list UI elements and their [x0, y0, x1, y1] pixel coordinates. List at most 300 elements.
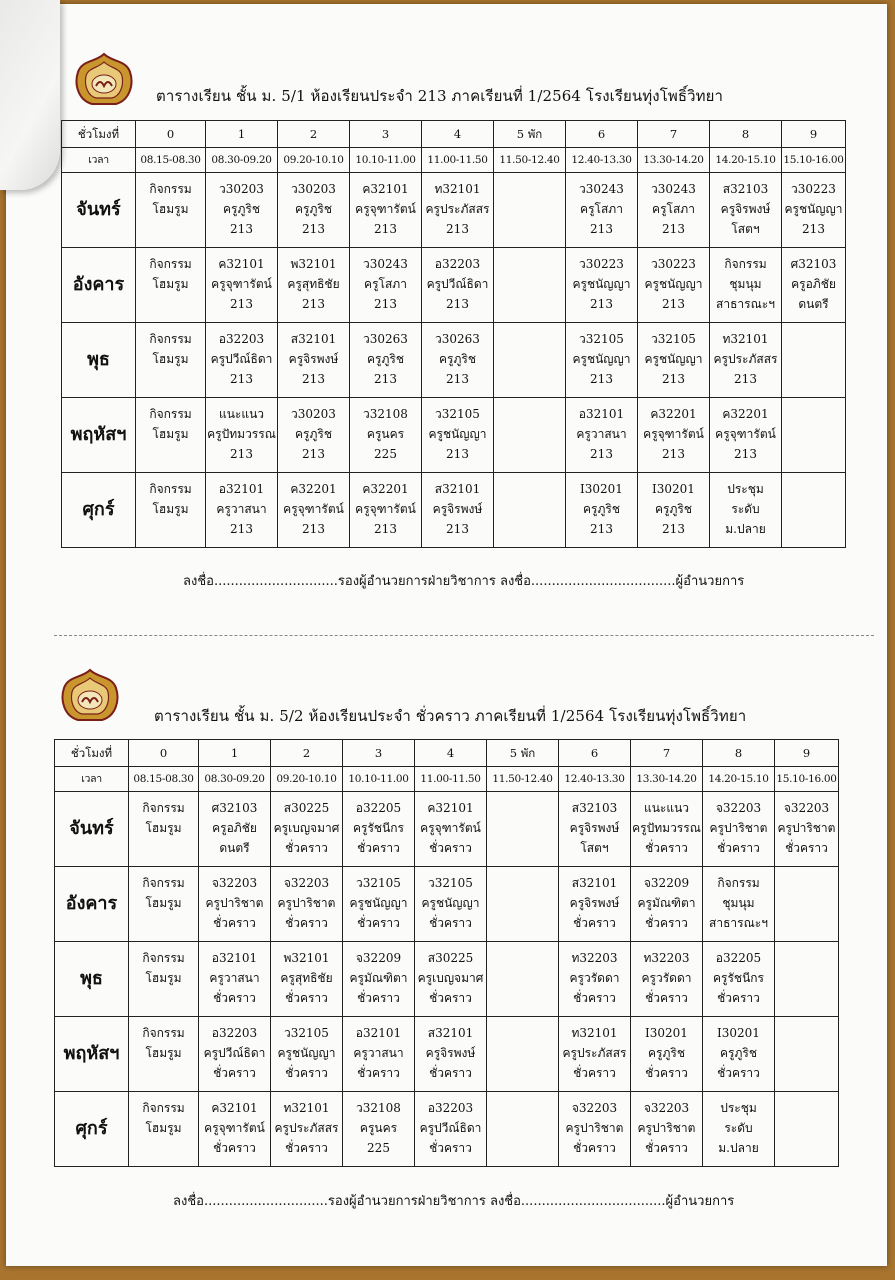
schedule-cell	[350, 173, 422, 248]
schedule-cell	[638, 473, 710, 548]
cell-line: ว30263	[363, 332, 408, 346]
cell-line: 213	[446, 297, 469, 311]
cell-line: 213	[302, 522, 325, 536]
day-name: ศุกร์	[62, 473, 136, 548]
cell-line: 213	[590, 447, 613, 461]
cell-line: ชั่วคราว	[357, 841, 400, 855]
cell-line: ครูปวีณ์ธิดา	[426, 277, 489, 291]
schedule-cell	[206, 473, 278, 548]
cell-line: ชั่วคราว	[285, 991, 328, 1005]
day-row	[62, 323, 846, 398]
period-number: 0	[129, 740, 199, 767]
cell-line: ประชุม	[727, 482, 764, 496]
schedule-cell	[559, 1017, 631, 1092]
schedule-cell	[350, 323, 422, 398]
cell-line: กิจกรรม	[149, 332, 192, 346]
cell-line: โสตฯ	[580, 841, 609, 855]
cell-line: ครูภูริช	[367, 352, 404, 366]
period-number: 5 พัก	[487, 740, 559, 767]
time-slot: 11.50-12.40	[487, 767, 559, 792]
period-number: 5 พัก	[494, 121, 566, 148]
schedule-cell	[775, 1092, 839, 1167]
schedule-cell	[199, 792, 271, 867]
cell-line: ชั่วคราว	[357, 1066, 400, 1080]
day-name: พุธ	[55, 942, 129, 1017]
cell-line: ครูนคร	[366, 427, 405, 441]
schedule-cell	[129, 867, 199, 942]
time-slot: 08.30-09.20	[206, 148, 278, 173]
cell-line: ครูชนัญญา	[428, 427, 487, 441]
cell-line: ชั่วคราว	[429, 1141, 472, 1155]
schedule-cell	[136, 398, 206, 473]
cell-line: อ32203	[211, 1026, 258, 1040]
schedule-cell	[638, 173, 710, 248]
time-slot: 10.10-11.00	[350, 148, 422, 173]
cell-line: ชั่วคราว	[213, 991, 256, 1005]
cell-line: 213	[734, 372, 757, 386]
cell-line: ครูวาสนา	[216, 502, 267, 516]
cell-line: ท32101	[434, 182, 481, 196]
cell-line: ชั่วคราว	[785, 841, 828, 855]
period-number: 3	[343, 740, 415, 767]
cell-line: อ32101	[218, 482, 265, 496]
schedule-cell	[494, 173, 566, 248]
cell-line: ครูชนัญญา	[572, 352, 631, 366]
cell-line: ครูชนัญญา	[421, 896, 480, 910]
schedule-cell	[782, 173, 846, 248]
schedule-cell	[631, 792, 703, 867]
cell-line: 213	[662, 372, 685, 386]
cell-line: สาธารณะฯ	[716, 297, 775, 311]
day-name: พุธ	[62, 323, 136, 398]
cell-line: กิจกรรม	[142, 801, 185, 815]
time-slot: 11.00-11.50	[422, 148, 494, 173]
cell-line: ส32101	[290, 332, 337, 346]
cell-line: ครูจิรพงษ์	[432, 502, 483, 516]
cell-line: พ32101	[290, 257, 337, 271]
cell-line: ชั่วคราว	[213, 1066, 256, 1080]
cell-line: ครูชนัญญา	[644, 352, 703, 366]
cell-line: ส32101	[427, 1026, 474, 1040]
cell-line: ครูโสภา	[580, 202, 623, 216]
cell-line: ครูภูริช	[583, 502, 620, 516]
schedule-cell	[422, 173, 494, 248]
cell-line: อ32101	[578, 407, 625, 421]
cell-line: กิจกรรม	[149, 182, 192, 196]
day-name: อังคาร	[55, 867, 129, 942]
cell-line: ครูจิรพงษ์	[569, 821, 620, 835]
cell-line: ชั่วคราว	[717, 991, 760, 1005]
cell-line: ครูวรัดดา	[569, 971, 620, 985]
schedule-cell	[775, 1017, 839, 1092]
cell-line: ครูภูริช	[223, 202, 260, 216]
cell-line: 213	[230, 372, 253, 386]
cell-line: ครูวาสนา	[576, 427, 627, 441]
cell-line: ชั่วคราว	[285, 916, 328, 930]
cell-line: อ32203	[434, 257, 481, 271]
cell-line: ว32105	[435, 407, 480, 421]
cell-line: ครูโสภา	[364, 277, 407, 291]
cell-line: ครูจุฑารัตน์	[204, 1121, 265, 1135]
cell-line: 213	[802, 222, 825, 236]
time-slot: 08.30-09.20	[199, 767, 271, 792]
schedule-cell	[422, 398, 494, 473]
period-number: 0	[136, 121, 206, 148]
schedule-cell	[566, 398, 638, 473]
cell-line: ครูชนัญญา	[644, 277, 703, 291]
schedule-cell	[494, 398, 566, 473]
schedule-cell	[631, 1092, 703, 1167]
cell-line: ชั่วคราว	[573, 916, 616, 930]
cell-line: 213	[374, 222, 397, 236]
schedule-cell	[487, 942, 559, 1017]
schedule-cell	[129, 1017, 199, 1092]
schedule-cell	[494, 473, 566, 548]
period-number: 4	[415, 740, 487, 767]
schedule-cell	[494, 248, 566, 323]
cell-line: ครูปวีณ์ธิดา	[203, 1046, 266, 1060]
cell-line: ท32101	[283, 1101, 330, 1115]
schedule-cell	[136, 323, 206, 398]
time-slot: 13.30-14.20	[638, 148, 710, 173]
day-row	[55, 1092, 839, 1167]
schedule-cell	[566, 248, 638, 323]
schedule-cell	[199, 1017, 271, 1092]
cell-line: 213	[230, 447, 253, 461]
cell-line: โฮมรูม	[152, 502, 189, 516]
cell-line: 213	[302, 222, 325, 236]
period-number: 6	[559, 740, 631, 767]
cell-line: ครูจุฑารัตน์	[715, 427, 776, 441]
time-row	[62, 148, 846, 173]
cell-line: ชั่วคราว	[213, 1141, 256, 1155]
schedule-cell	[631, 942, 703, 1017]
cell-line: ครูเบญจมาศ	[273, 821, 340, 835]
period-header-label: ชั่วโมงที่	[55, 740, 129, 767]
cell-line: อ32205	[715, 951, 762, 965]
day-row	[55, 942, 839, 1017]
cell-line: ระดับ	[724, 1121, 753, 1135]
cell-line: แนะแนว	[218, 407, 265, 421]
cell-line: ครูจุฑารัตน์	[283, 502, 344, 516]
signature-line: ลงชื่อ..............................รองผู้อำนวยการฝ่ายวิชาการ ลงชื่อ...................................ผู้อำนวยการ	[183, 574, 745, 589]
cell-line: ครูเบญจมาศ	[417, 971, 484, 985]
cell-line: ว30243	[579, 182, 624, 196]
cell-line: โฮมรูม	[152, 427, 189, 441]
cell-line: ว32105	[579, 332, 624, 346]
cell-line: ครูชนัญญา	[277, 1046, 336, 1060]
period-number: 7	[631, 740, 703, 767]
schedule-cell	[278, 398, 350, 473]
cell-line: ส32103	[722, 182, 769, 196]
cell-line: อ32101	[211, 951, 258, 965]
cell-line: ชั่วคราว	[285, 1066, 328, 1080]
cell-line: 213	[662, 297, 685, 311]
cell-line: 213	[662, 447, 685, 461]
cell-line: จ32203	[783, 801, 830, 815]
cell-line: ชั่วคราว	[645, 1066, 688, 1080]
cell-line: ว32105	[356, 876, 401, 890]
page-title: ตารางเรียน ชั้น ม. 5/2 ห้องเรียนประจำ ชั่วคราว ภาคเรียนที่ 1/2564 โรงเรียนทุ่งโพธิ์วิทยา	[154, 707, 747, 725]
cell-line: ชั่วคราว	[573, 991, 616, 1005]
schedule-cell	[136, 473, 206, 548]
cell-line: ครูอภิชัย	[212, 821, 257, 835]
cell-line: 213	[590, 297, 613, 311]
cell-line: ชั่วคราว	[429, 1066, 472, 1080]
schedule-cell	[136, 248, 206, 323]
cell-line: กิจกรรม	[717, 876, 760, 890]
schedule-cell	[271, 1017, 343, 1092]
time-slot: 12.40-13.30	[566, 148, 638, 173]
cell-line: ว32105	[428, 876, 473, 890]
cell-line: ครูวรัดดา	[641, 971, 692, 985]
schedule-cell	[703, 1017, 775, 1092]
cell-line: ครูรัชนีกร	[353, 821, 404, 835]
schedule-cell	[703, 942, 775, 1017]
cell-line: ส32101	[571, 876, 618, 890]
cell-line: ว32105	[651, 332, 696, 346]
cell-line: ชั่วคราว	[717, 841, 760, 855]
cell-line: ครูปวีณ์ธิดา	[210, 352, 273, 366]
cell-line: ครูภูริช	[720, 1046, 757, 1060]
cell-line: ว30243	[651, 182, 696, 196]
schedule-cell	[782, 248, 846, 323]
time-slot: 08.15-08.30	[136, 148, 206, 173]
cell-line: ครูปาริชาต	[709, 821, 768, 835]
cell-line: โสตฯ	[731, 222, 760, 236]
schedule-cell	[343, 867, 415, 942]
cell-line: ครูภูริช	[439, 352, 476, 366]
cell-line: 213	[374, 372, 397, 386]
cell-line: ประชุม	[720, 1101, 757, 1115]
period-number: 2	[278, 121, 350, 148]
cell-line: 213	[446, 372, 469, 386]
cell-line: ค32201	[362, 482, 409, 496]
time-slot: 10.10-11.00	[343, 767, 415, 792]
schedule-cell	[703, 867, 775, 942]
cell-line: กิจกรรม	[142, 876, 185, 890]
cell-line: ท32203	[643, 951, 690, 965]
cell-line: ท32101	[571, 1026, 618, 1040]
schedule-cell	[343, 792, 415, 867]
cell-line: โฮมรูม	[145, 1121, 182, 1135]
cell-line: I30201	[580, 482, 623, 496]
period-header-label: ชั่วโมงที่	[62, 121, 136, 148]
cell-line: กิจกรรม	[149, 407, 192, 421]
cell-line: ท32101	[722, 332, 769, 346]
cell-line: ม.ปลาย	[718, 1141, 759, 1155]
period-number: 4	[422, 121, 494, 148]
cell-line: 213	[734, 447, 757, 461]
cell-line: 225	[367, 1141, 390, 1155]
schedule-cell	[271, 1092, 343, 1167]
cell-line: ชั่วคราว	[285, 1141, 328, 1155]
cell-line: ศ32103	[790, 257, 837, 271]
schedule-cell	[703, 1092, 775, 1167]
schedule-cell	[566, 473, 638, 548]
schedule-cell	[775, 792, 839, 867]
schedule-cell	[422, 248, 494, 323]
schedule-cell	[271, 942, 343, 1017]
schedule-cell	[487, 792, 559, 867]
cell-line: ครูประภัสสร	[274, 1121, 339, 1135]
schedule-cell	[638, 398, 710, 473]
cell-line: I30201	[645, 1026, 688, 1040]
cell-line: 213	[302, 372, 325, 386]
cell-line: 213	[590, 372, 613, 386]
day-name: พฤหัสฯ	[55, 1017, 129, 1092]
period-number: 9	[775, 740, 839, 767]
cell-line: ครูภูริช	[295, 427, 332, 441]
cell-line: ครูจุฑารัตน์	[420, 821, 481, 835]
schedule-cell	[559, 867, 631, 942]
cell-line: ค32101	[211, 1101, 258, 1115]
cell-line: กิจกรรม	[724, 257, 767, 271]
cell-line: ครูรัชนีกร	[713, 971, 764, 985]
schedule-cell	[271, 792, 343, 867]
cell-line: ค32101	[218, 257, 265, 271]
timetable	[54, 739, 839, 1167]
day-row	[62, 173, 846, 248]
cell-line: ดนตรี	[219, 841, 250, 855]
schedule-cell	[782, 323, 846, 398]
cell-line: ครูอภิชัย	[791, 277, 836, 291]
cell-line: I30201	[652, 482, 695, 496]
cell-line: ค32201	[722, 407, 769, 421]
cell-line: ชั่วคราว	[357, 916, 400, 930]
cell-line: ครูปาริชาต	[565, 1121, 624, 1135]
cell-line: ครูมัณฑิตา	[349, 971, 408, 985]
schedule-cell	[350, 473, 422, 548]
cell-line: ครูจุฑารัตน์	[355, 502, 416, 516]
cell-line: ครูชนัญญา	[784, 202, 843, 216]
schedule-cell	[343, 1092, 415, 1167]
period-number: 7	[638, 121, 710, 148]
cell-line: ครูโสภา	[652, 202, 695, 216]
cell-line: จ32203	[643, 1101, 690, 1115]
cell-line: ท32203	[571, 951, 618, 965]
page-title: ตารางเรียน ชั้น ม. 5/1 ห้องเรียนประจำ 213 ภาคเรียนที่ 1/2564 โรงเรียนทุ่งโพธิ์วิทยา	[156, 87, 724, 105]
cell-line: ค32101	[362, 182, 409, 196]
schedule-cell	[638, 323, 710, 398]
cell-line: ระดับ	[731, 502, 760, 516]
day-name: พฤหัสฯ	[62, 398, 136, 473]
cell-line: ค32101	[427, 801, 474, 815]
cell-line: ว32105	[284, 1026, 329, 1040]
cell-line: ม.ปลาย	[725, 522, 766, 536]
cell-line: 213	[230, 297, 253, 311]
signature-line: ลงชื่อ..............................รองผู้อำนวยการฝ่ายวิชาการ ลงชื่อ...................................ผู้อำนวยการ	[173, 1194, 735, 1209]
schedule-cell	[278, 173, 350, 248]
schedule-cell	[782, 398, 846, 473]
cell-line: ชุมนุม	[729, 277, 762, 291]
cell-line: ครูปาริชาต	[205, 896, 264, 910]
day-row	[55, 867, 839, 942]
period-header-row	[62, 121, 846, 148]
schedule-cell	[415, 867, 487, 942]
cell-line: ชั่วคราว	[429, 916, 472, 930]
cell-line: 213	[230, 522, 253, 536]
cell-line: ว30263	[435, 332, 480, 346]
cell-line: โฮมรูม	[152, 202, 189, 216]
school-logo-icon	[58, 668, 122, 724]
cell-line: ครูภูริช	[295, 202, 332, 216]
cell-line: ครูจุฑารัตน์	[643, 427, 704, 441]
cell-line: ครูจิรพงษ์	[569, 896, 620, 910]
time-slot: 13.30-14.20	[631, 767, 703, 792]
cell-line: ครูจุฑารัตน์	[355, 202, 416, 216]
cell-line: สาธารณะฯ	[709, 916, 768, 930]
cell-line: โฮมรูม	[145, 896, 182, 910]
cell-line: ครูภูริช	[648, 1046, 685, 1060]
schedule-cell	[199, 942, 271, 1017]
cell-line: 213	[662, 222, 685, 236]
cell-line: 213	[374, 522, 397, 536]
cell-line: ครูจิรพงษ์	[720, 202, 771, 216]
timetable	[61, 120, 846, 548]
schedule-cell	[415, 1092, 487, 1167]
cell-line: ครูปวีณ์ธิดา	[419, 1121, 482, 1135]
cell-line: ชั่วคราว	[645, 1141, 688, 1155]
schedule-cell	[703, 792, 775, 867]
schedule-cell	[278, 323, 350, 398]
period-number: 6	[566, 121, 638, 148]
schedule-cell	[136, 173, 206, 248]
schedule-cell	[559, 792, 631, 867]
schedule-cell	[343, 942, 415, 1017]
time-slot: 15.10-16.00	[782, 148, 846, 173]
cell-line: ครูประภัสสร	[713, 352, 778, 366]
cell-line: ครูประภัสสร	[562, 1046, 627, 1060]
period-number: 8	[703, 740, 775, 767]
cell-line: ครูนคร	[359, 1121, 398, 1135]
cell-line: โฮมรูม	[152, 352, 189, 366]
schedule-cell	[710, 398, 782, 473]
cell-line: 213	[230, 222, 253, 236]
period-number: 3	[350, 121, 422, 148]
cell-line: ครูภูริช	[655, 502, 692, 516]
cell-line: ชั่วคราว	[357, 991, 400, 1005]
schedule-cell	[638, 248, 710, 323]
cell-line: ครูปาริชาต	[637, 1121, 696, 1135]
cell-line: ชั่วคราว	[285, 841, 328, 855]
cell-line: ว30203	[219, 182, 264, 196]
time-slot: 11.00-11.50	[415, 767, 487, 792]
paper-sheet	[6, 4, 887, 1266]
cell-line: 213	[302, 447, 325, 461]
cell-line: กิจกรรม	[142, 951, 185, 965]
schedule-cell	[782, 473, 846, 548]
time-slot: 09.20-10.10	[278, 148, 350, 173]
time-slot: 15.10-16.00	[775, 767, 839, 792]
cell-line: 213	[662, 522, 685, 536]
schedule-cell	[129, 792, 199, 867]
cell-line: ชั่วคราว	[429, 991, 472, 1005]
cell-line: ชุมนุม	[722, 896, 755, 910]
schedule-cell	[566, 323, 638, 398]
period-number: 1	[206, 121, 278, 148]
cell-line: ค32201	[290, 482, 337, 496]
schedule-cell	[710, 248, 782, 323]
cell-line: อ32101	[355, 1026, 402, 1040]
cell-line: ครูวาสนา	[209, 971, 260, 985]
schedule-cell	[129, 1092, 199, 1167]
cell-line: ค32201	[650, 407, 697, 421]
cell-line: ครูปาริชาต	[777, 821, 836, 835]
schedule-cell	[710, 473, 782, 548]
day-name: ศุกร์	[55, 1092, 129, 1167]
cell-line: ครูชนัญญา	[572, 277, 631, 291]
